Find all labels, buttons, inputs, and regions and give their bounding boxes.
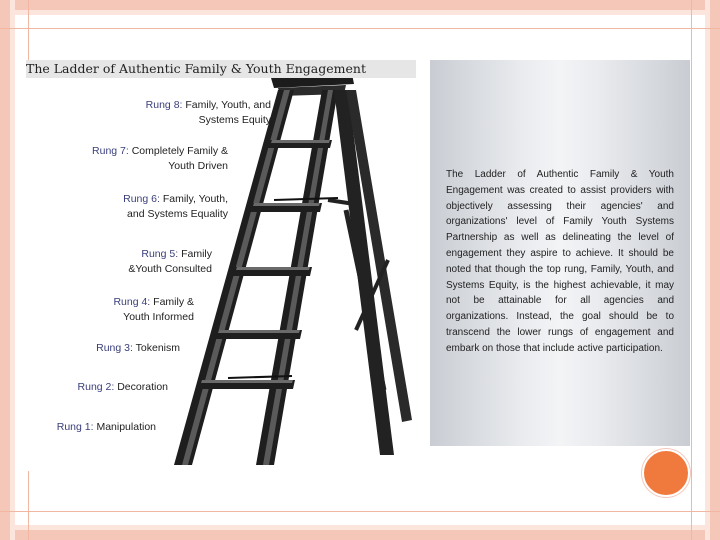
rung-text: Family, Youth, bbox=[162, 193, 228, 205]
rung-number: Rung 6: bbox=[123, 193, 160, 205]
rung-number: Rung 8: bbox=[145, 99, 183, 111]
frame-border-right bbox=[710, 0, 720, 540]
rung-text: Family & bbox=[153, 296, 194, 308]
ladder-figure bbox=[16, 60, 416, 471]
rung-text: Systems Equity bbox=[198, 114, 271, 126]
rung-label-4 bbox=[113, 295, 194, 325]
rung-text: Youth Informed bbox=[123, 311, 194, 323]
figure-title: The Ladder of Authentic Family & Youth Engagement bbox=[26, 60, 416, 78]
rung-text: Family, Youth, and bbox=[185, 99, 271, 111]
frame-border-bottom-inner bbox=[0, 525, 720, 530]
rung-number: Rung 5: bbox=[141, 248, 179, 260]
frame-line-right bbox=[691, 0, 692, 540]
rung-text: and Systems Equality bbox=[127, 208, 228, 220]
rung-label-8 bbox=[146, 98, 271, 128]
rung-text: Tokenism bbox=[135, 342, 180, 354]
rung-number: Rung 2: bbox=[77, 381, 115, 393]
frame-border-left bbox=[0, 0, 10, 540]
rung-text: Decoration bbox=[117, 381, 168, 393]
frame-border-bottom bbox=[0, 530, 720, 540]
rung-label-6 bbox=[123, 192, 228, 222]
frame-line-bottom bbox=[0, 511, 720, 512]
frame-border-right-inner bbox=[705, 0, 710, 540]
rung-text: Family bbox=[181, 248, 212, 260]
rung-text: &Youth Consulted bbox=[128, 263, 212, 275]
rung-text: Completely Family & bbox=[131, 145, 228, 157]
frame-border-top bbox=[0, 0, 720, 10]
frame-border-top-inner bbox=[0, 10, 720, 15]
rung-label-1 bbox=[57, 420, 156, 435]
rung-number: Rung 3: bbox=[96, 342, 133, 354]
rung-label-5 bbox=[128, 247, 212, 277]
accent-circle bbox=[642, 449, 690, 497]
rung-label-2 bbox=[78, 380, 168, 395]
panel-description: The Ladder of Authentic Family & Youth Engagement was created to assist providers with objectively assessing their agencies' and organizations' level of Family Youth Systems Partnership as well as delineating the level of engagement they aspire to achieve. It should be noted that though the top rung, Family, Youth, and Systems Equity, is the highest achievable, it may not be attainable for all agencies and organizations. Instead, the goal should be to transcend the lower rungs of engagement and embark on those that include active participation. bbox=[446, 169, 674, 354]
rung-number: Rung 4: bbox=[113, 296, 151, 308]
rung-label-7 bbox=[92, 144, 228, 174]
frame-border-left-inner bbox=[10, 0, 15, 540]
rung-text: Youth Driven bbox=[168, 160, 228, 172]
rung-number: Rung 1: bbox=[56, 421, 94, 433]
rung-text: Manipulation bbox=[96, 421, 156, 433]
rung-number: Rung 7: bbox=[92, 145, 129, 157]
rung-label-3 bbox=[96, 341, 180, 356]
